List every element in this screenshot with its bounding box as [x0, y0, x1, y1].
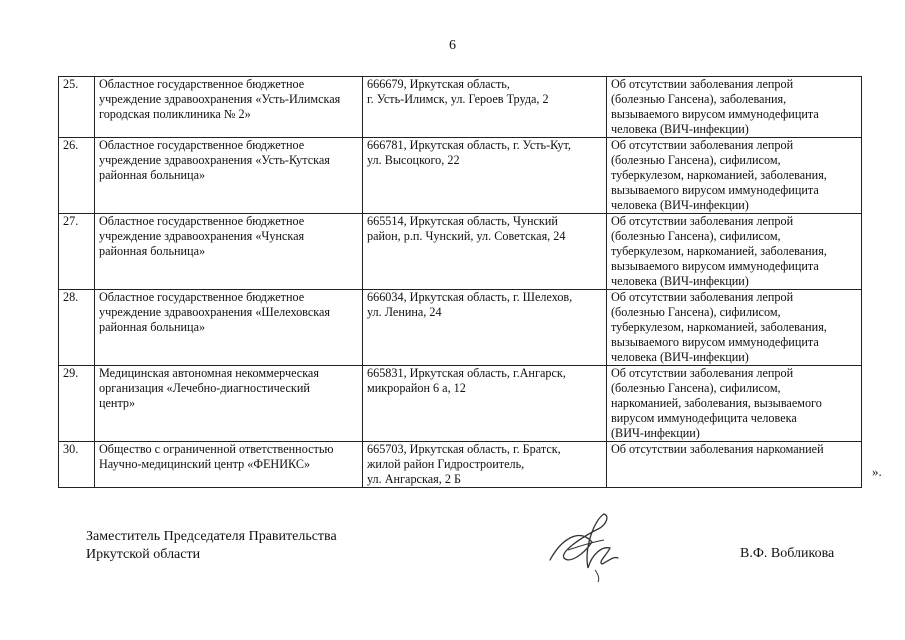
signer-name: В.Ф. Вобликова: [740, 546, 835, 561]
address-line: жилой район Гидростроитель,: [367, 457, 525, 471]
conditions-line: человека (ВИЧ-инфекции): [611, 274, 749, 288]
conditions-cell: [607, 366, 862, 442]
conditions-cell: [607, 442, 862, 488]
page-number: 6: [449, 38, 456, 53]
conditions-line: Об отсутствии заболевания лепрой: [611, 290, 794, 304]
conditions-line: наркоманией, заболевания, вызываемого: [611, 396, 822, 410]
address-line: 666781, Иркутская область, г. Усть-Кут,: [367, 138, 571, 152]
row-number-cell: 26.: [59, 138, 95, 214]
organization-line: Областное государственное бюджетное: [99, 290, 305, 304]
organization-cell: [95, 77, 363, 138]
conditions-line: человека (ВИЧ-инфекции): [611, 122, 749, 136]
organization-line: Научно-медицинский центр «ФЕНИКС»: [99, 457, 311, 471]
organization-line: Областное государственное бюджетное: [99, 77, 305, 91]
conditions-line: вызываемого вирусом иммунодефицита: [611, 335, 819, 349]
organization-line: Общество с ограниченной ответственностью: [99, 442, 334, 456]
conditions-line: Об отсутствии заболевания лепрой: [611, 138, 794, 152]
conditions-line: (болезнью Гансена), заболевания,: [611, 92, 787, 106]
organization-line: центр»: [99, 396, 136, 410]
conditions-line: вызываемого вирусом иммунодефицита: [611, 183, 819, 197]
address-cell: [363, 366, 607, 442]
institutions-table: [58, 76, 862, 488]
organization-line: районная больница»: [99, 168, 206, 182]
conditions-line: человека (ВИЧ-инфекции): [611, 198, 749, 212]
conditions-line: вирусом иммунодефицита человека: [611, 411, 797, 425]
address-line: ул. Ленина, 24: [367, 305, 442, 319]
address-line: 666679, Иркутская область,: [367, 77, 510, 91]
handwritten-signature: [540, 498, 630, 588]
table-row: [59, 77, 862, 138]
address-line: район, р.п. Чунский, ул. Советская, 24: [367, 229, 566, 243]
organization-line: районная больница»: [99, 244, 206, 258]
organization-line: учреждение здравоохранения «Чунская: [99, 229, 305, 243]
conditions-line: (ВИЧ-инфекции): [611, 426, 700, 440]
conditions-line: вызываемого вирусом иммунодефицита: [611, 259, 819, 273]
organization-line: Медицинская автономная некоммерческая: [99, 366, 319, 380]
row-number-cell: 28.: [59, 290, 95, 366]
conditions-cell: [607, 214, 862, 290]
organization-line: учреждение здравоохранения «Шелеховская: [99, 305, 331, 319]
conditions-line: туберкулезом, наркоманией, заболевания,: [611, 168, 827, 182]
organization-cell: [95, 138, 363, 214]
organization-cell: [95, 214, 363, 290]
conditions-line: (болезнью Гансена), сифилисом,: [611, 153, 781, 167]
organization-line: Областное государственное бюджетное: [99, 214, 305, 228]
row-number-cell: 27.: [59, 214, 95, 290]
address-line: микрорайон 6 а, 12: [367, 381, 466, 395]
institutions-table-body: [59, 77, 862, 488]
address-line: 665514, Иркутская область, Чунский: [367, 214, 558, 228]
conditions-line: (болезнью Гансена), сифилисом,: [611, 381, 781, 395]
conditions-cell: [607, 290, 862, 366]
table-row: [59, 366, 862, 442]
organization-line: городская поликлиника № 2»: [99, 107, 251, 121]
signer-position-line: Заместитель Председателя Правительства: [86, 529, 337, 544]
conditions-line: (болезнью Гансена), сифилисом,: [611, 305, 781, 319]
conditions-line: Об отсутствии заболевания лепрой: [611, 366, 794, 380]
address-cell: [363, 290, 607, 366]
table-row: [59, 214, 862, 290]
address-line: ул. Высоцкого, 22: [367, 153, 460, 167]
conditions-cell: [607, 77, 862, 138]
organization-cell: [95, 290, 363, 366]
signer-position-line: Иркутской области: [86, 547, 201, 562]
signer-position: [86, 528, 337, 564]
address-cell: [363, 214, 607, 290]
conditions-cell: [607, 138, 862, 214]
address-cell: [363, 442, 607, 488]
table-row: [59, 138, 862, 214]
address-line: г. Усть-Илимск, ул. Героев Труда, 2: [367, 92, 549, 106]
address-line: ул. Ангарская, 2 Б: [367, 472, 461, 486]
row-number-cell: 29.: [59, 366, 95, 442]
organization-line: учреждение здравоохранения «Усть-Илимская: [99, 92, 341, 106]
address-line: 665703, Иркутская область, г. Братск,: [367, 442, 561, 456]
conditions-line: человека (ВИЧ-инфекции): [611, 350, 749, 364]
organization-line: учреждение здравоохранения «Усть-Кутская: [99, 153, 330, 167]
closing-quote: ».: [872, 464, 882, 479]
table-row: [59, 442, 862, 488]
address-cell: [363, 138, 607, 214]
conditions-line: туберкулезом, наркоманией, заболевания,: [611, 244, 827, 258]
address-line: 665831, Иркутская область, г.Ангарск,: [367, 366, 566, 380]
conditions-line: Об отсутствии заболевания наркоманией: [611, 442, 824, 456]
table-row: [59, 290, 862, 366]
address-line: 666034, Иркутская область, г. Шелехов,: [367, 290, 573, 304]
organization-line: районная больница»: [99, 320, 206, 334]
conditions-line: Об отсутствии заболевания лепрой: [611, 214, 794, 228]
conditions-line: туберкулезом, наркоманией, заболевания,: [611, 320, 827, 334]
address-cell: [363, 77, 607, 138]
organization-cell: [95, 366, 363, 442]
organization-line: организация «Лечебно-диагностический: [99, 381, 310, 395]
conditions-line: вызываемого вирусом иммунодефицита: [611, 107, 819, 121]
organization-cell: [95, 442, 363, 488]
conditions-line: (болезнью Гансена), сифилисом,: [611, 229, 781, 243]
row-number-cell: 25.: [59, 77, 95, 138]
conditions-line: Об отсутствии заболевания лепрой: [611, 77, 794, 91]
organization-line: Областное государственное бюджетное: [99, 138, 305, 152]
row-number-cell: 30.: [59, 442, 95, 488]
